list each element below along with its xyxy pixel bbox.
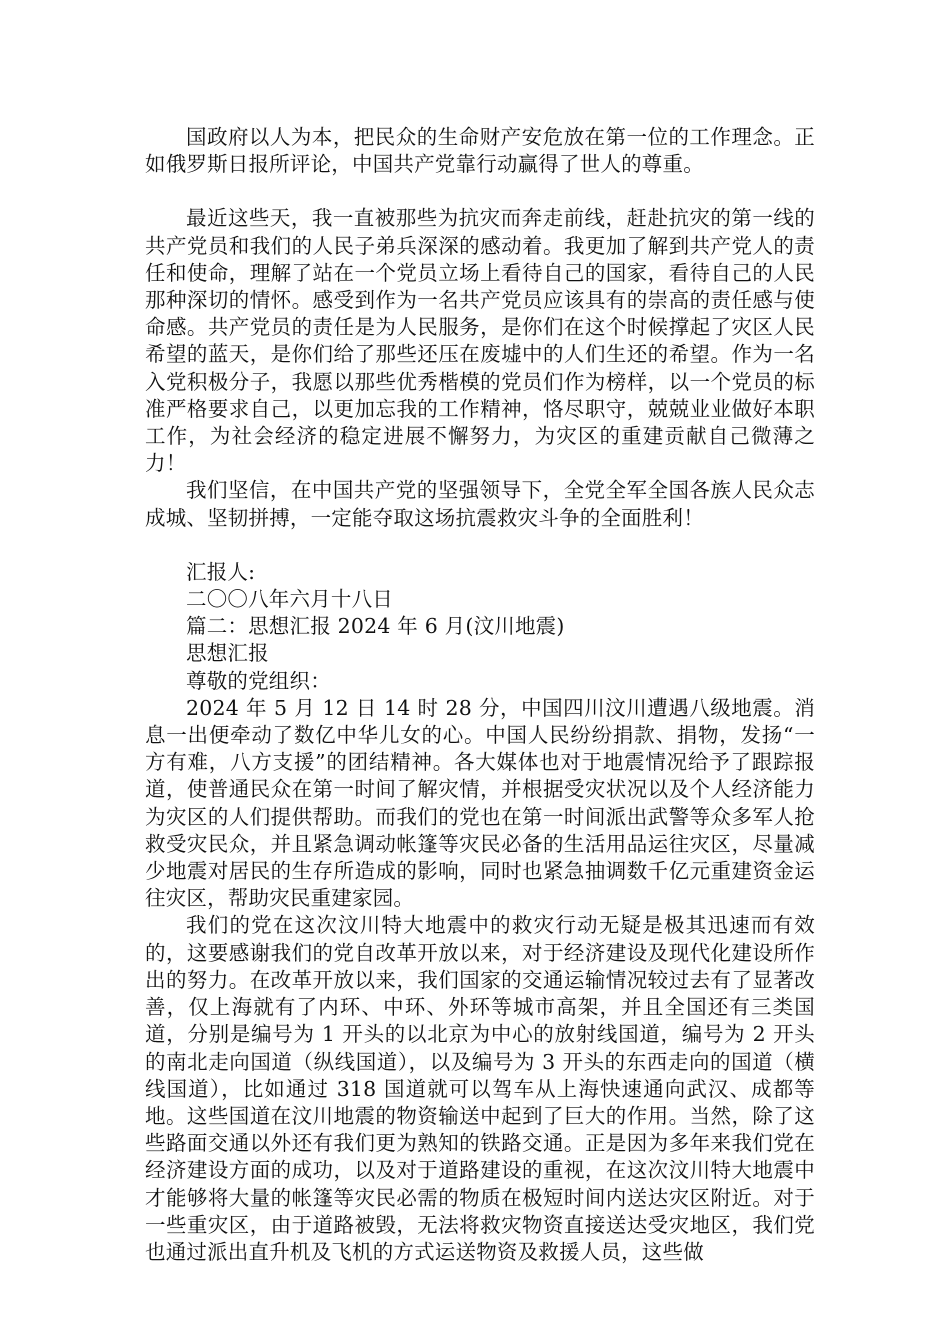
section-title: 篇二：思想汇报 2024 年 6 月(汶川地震) (186, 614, 565, 639)
paragraph-4: 2024 年 5 月 12 日 14 时 28 分，中国四川汶川遭遇八级地震。消息一出便牵动了数亿中华儿女的心。中国人民纷纷捐款、捐物，发扬“一方有难，八方支援”的团结精神。各大媒体也对于地震情况给予了跟踪报道，使普通民众在第一时间了解灾情，并根据受灾状况以及个人经济能力为灾区的人们提供帮助。而我们的党也在第一时间派出武警等众多军人抢救受灾民众，并且紧急调动帐篷等灾民必备的生活用品运往灾区，尽量减少地震对居民的生存所造成的影响，同时也紧急抽调数千亿元重建资金运往灾区，帮助灾民重建家园。 (145, 695, 815, 911)
document-body (145, 124, 815, 1266)
reporter-line: 汇报人: (186, 559, 256, 584)
paragraph-spacer (145, 532, 815, 559)
report-title: 思想汇报 (186, 641, 269, 666)
paragraph-2: 最近这些天，我一直被那些为抗灾而奔走前线，赶赴抗灾的第一线的共产党员和我们的人民子弟兵深深的感动着。我更加了解到共产党人的责任和使命，理解了站在一个党员立场上看待自己的国家，看待自己的人民那种深切的情怀。感受到作为一名共产党员应该具有的崇高的责任感与使命感。共产党员的责任是为人民服务，是你们在这个时候撑起了灾区人民希望的蓝天，是你们给了那些还压在废墟中的人们生还的希望。作为一名入党积极分子，我愿以那些优秀楷模的党员们作为榜样，以一个党员的标准严格要求自己，以更加忘我的工作精神，恪尽职守，兢兢业业做好本职工作，为社会经济的稳定进展不懈努力，为灾区的重建贡献自己微薄之力！ (145, 206, 815, 476)
paragraph-1: 国政府以人为本，把民众的生命财产安危放在第一位的工作理念。正如俄罗斯日报所评论，中国共产党靠行动赢得了世人的尊重。 (145, 125, 815, 177)
paragraph-3: 我们坚信，在中国共产党的坚强领导下，全党全军全国各族人民众志成城、坚韧拼搏，一定能夺取这场抗震救灾斗争的全面胜利！ (145, 478, 815, 530)
paragraph-5: 我们的党在这次汶川特大地震中的救灾行动无疑是极其迅速而有效的，这要感谢我们的党自改革开放以来，对于经济建设及现代化建设所作出的努力。在改革开放以来，我们国家的交通运输情况较过去有了显著改善，仅上海就有了内环、中环、外环等城市高架，并且全国还有三类国道，分别是编号为 1 开头的以北京为中心的放射线国道，编号为 2 开头的南北走向国道（纵线国道），以及编号为 3 开头的东西走向的国道（横线国道），比如通过 318 国道就可以驾车从上海快速通向武汉、成都等地。这些国道在汶川地震的物资输送中起到了巨大的作用。当然，除了这些路面交通以外还有我们更为熟知的铁路交通。正是因为多年来我们党在经济建设方面的成功，以及对于道路建设的重视，在这次汶川特大地震中才能够将大量的帐篷等灾民必需的物质在极短时间内送达灾区附近。对于一些重灾区，由于道路被毁，无法将救灾物资直接送达受灾地区，我们党也通过派出直升机及飞机的方式运送物资及救援人员，这些做 (145, 913, 815, 1264)
date-line: 二〇〇八年六月十八日 (186, 587, 393, 612)
salutation: 尊敬的党组织： (186, 668, 331, 693)
paragraph-spacer (145, 178, 815, 205)
